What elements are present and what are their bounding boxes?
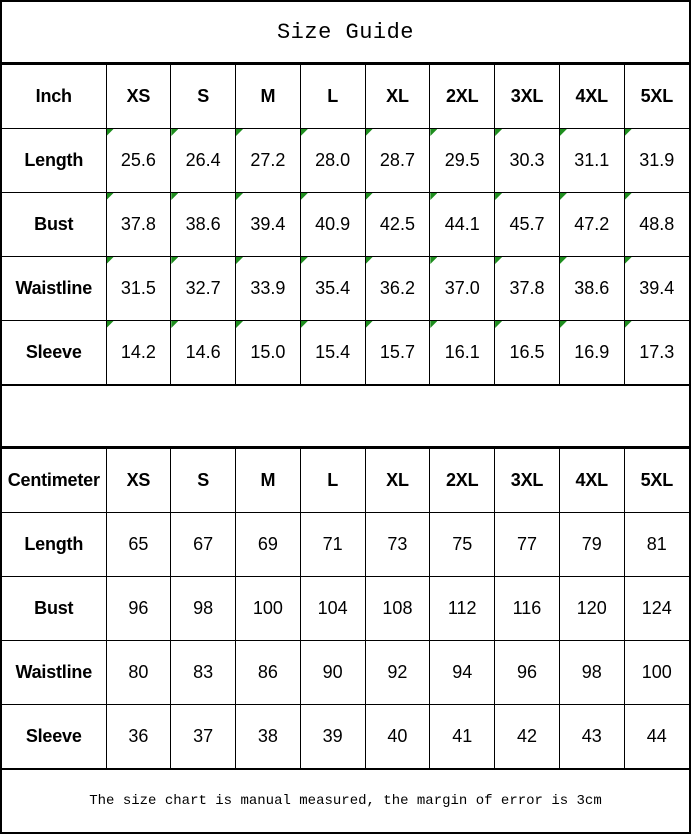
cm_table-cell-waistline-5xl: 100 xyxy=(624,641,689,705)
inch_table-cell-bust-2xl: 44.1 xyxy=(430,193,495,257)
inch_table-row-waistline xyxy=(2,257,689,321)
cm_table-cell-bust-5xl: 124 xyxy=(624,577,689,641)
cm_table-cell-sleeve-3xl: 42 xyxy=(495,705,560,769)
cm_table-cell-waistline-4xl: 98 xyxy=(559,641,624,705)
cm_table-cell-waistline-xs: 80 xyxy=(106,641,171,705)
cm_table-cell-waistline-xl: 92 xyxy=(365,641,430,705)
cm_table-cell-sleeve-m: 38 xyxy=(236,705,301,769)
inch_table-cell-sleeve-xl: 15.7 xyxy=(365,321,430,385)
inch_table-row-label-bust: Bust xyxy=(2,193,106,257)
inch_table-cell-length-l: 28.0 xyxy=(300,129,365,193)
cm_table-cell-bust-xs: 96 xyxy=(106,577,171,641)
inch_table-unit-label: Inch xyxy=(2,65,106,129)
cm_table-column-header-xl: XL xyxy=(365,449,430,513)
cm_table-row-label-length: Length xyxy=(2,513,106,577)
inch_table-cell-waistline-5xl: 39.4 xyxy=(624,257,689,321)
cm_table-cell-waistline-2xl: 94 xyxy=(430,641,495,705)
table-spacer xyxy=(2,384,689,448)
inch_table-cell-length-5xl: 31.9 xyxy=(624,129,689,193)
inch_table-column-header-l: L xyxy=(300,65,365,129)
inch_table-cell-waistline-m: 33.9 xyxy=(236,257,301,321)
cm_table-cell-sleeve-2xl: 41 xyxy=(430,705,495,769)
cm-size-table xyxy=(2,448,689,768)
inch_table-cell-length-s: 26.4 xyxy=(171,129,236,193)
inch_table-row-label-length: Length xyxy=(2,129,106,193)
cm_table-cell-sleeve-l: 39 xyxy=(300,705,365,769)
cm_table-column-header-xs: XS xyxy=(106,449,171,513)
cm_table-row-label-sleeve: Sleeve xyxy=(2,705,106,769)
cm_table-column-header-3xl: 3XL xyxy=(495,449,560,513)
inch_table-cell-waistline-xs: 31.5 xyxy=(106,257,171,321)
inch_table-row-label-waistline: Waistline xyxy=(2,257,106,321)
inch_table-row-bust xyxy=(2,193,689,257)
inch_table-cell-waistline-2xl: 37.0 xyxy=(430,257,495,321)
cm_table-cell-length-xl: 73 xyxy=(365,513,430,577)
inch_table-cell-sleeve-l: 15.4 xyxy=(300,321,365,385)
cm_table-cell-waistline-3xl: 96 xyxy=(495,641,560,705)
inch_table-cell-bust-3xl: 45.7 xyxy=(495,193,560,257)
cm_table-cell-bust-3xl: 116 xyxy=(495,577,560,641)
inch_table-cell-length-xs: 25.6 xyxy=(106,129,171,193)
cm_table-cell-bust-l: 104 xyxy=(300,577,365,641)
inch_table-column-header-2xl: 2XL xyxy=(430,65,495,129)
inch_table-cell-bust-xl: 42.5 xyxy=(365,193,430,257)
cm_table-cell-bust-xl: 108 xyxy=(365,577,430,641)
cm_table-cell-length-2xl: 75 xyxy=(430,513,495,577)
cm_table-cell-length-4xl: 79 xyxy=(559,513,624,577)
cm_table-cell-length-l: 71 xyxy=(300,513,365,577)
inch_table-cell-length-xl: 28.7 xyxy=(365,129,430,193)
inch_table-column-header-xl: XL xyxy=(365,65,430,129)
cm_table-column-header-m: M xyxy=(236,449,301,513)
cm_table-column-header-2xl: 2XL xyxy=(430,449,495,513)
cm_table-row-bust xyxy=(2,577,689,641)
inch_table-cell-bust-l: 40.9 xyxy=(300,193,365,257)
inch_table-cell-length-m: 27.2 xyxy=(236,129,301,193)
inch_table-cell-waistline-3xl: 37.8 xyxy=(495,257,560,321)
inch_table-cell-sleeve-m: 15.0 xyxy=(236,321,301,385)
inch_table-cell-sleeve-xs: 14.2 xyxy=(106,321,171,385)
cm_table-cell-bust-m: 100 xyxy=(236,577,301,641)
footer-block xyxy=(2,768,689,832)
inch_table-cell-bust-m: 39.4 xyxy=(236,193,301,257)
cm_table-cell-sleeve-xl: 40 xyxy=(365,705,430,769)
cm_table-cell-sleeve-xs: 36 xyxy=(106,705,171,769)
page-title: Size Guide xyxy=(276,19,415,45)
inch_table-cell-sleeve-3xl: 16.5 xyxy=(495,321,560,385)
footer-note: The size chart is manual measured, the margin of error is 3cm xyxy=(89,793,602,809)
cm_table-cell-length-xs: 65 xyxy=(106,513,171,577)
cm_table-column-header-4xl: 4XL xyxy=(559,449,624,513)
inch_table-row-length xyxy=(2,129,689,193)
cm_table-row-waistline xyxy=(2,641,689,705)
inch_table-row-sleeve xyxy=(2,321,689,385)
cm_table-row-sleeve xyxy=(2,705,689,769)
cm_table-row-label-waistline: Waistline xyxy=(2,641,106,705)
cm_table-cell-sleeve-5xl: 44 xyxy=(624,705,689,769)
inch_table-row-label-sleeve: Sleeve xyxy=(2,321,106,385)
title-block xyxy=(2,2,689,64)
inch_table-cell-length-2xl: 29.5 xyxy=(430,129,495,193)
cm_table-column-header-s: S xyxy=(171,449,236,513)
inch_table-cell-waistline-xl: 36.2 xyxy=(365,257,430,321)
cm_table-cell-sleeve-s: 37 xyxy=(171,705,236,769)
cm_table-cell-bust-4xl: 120 xyxy=(559,577,624,641)
inch_table-cell-sleeve-2xl: 16.1 xyxy=(430,321,495,385)
cm_table-unit-label: Centimeter xyxy=(2,449,106,513)
cm_table-cell-bust-2xl: 112 xyxy=(430,577,495,641)
cm_table-cell-length-3xl: 77 xyxy=(495,513,560,577)
cm_table-cell-sleeve-4xl: 43 xyxy=(559,705,624,769)
inch_table-header-row xyxy=(2,65,689,129)
inch_table-column-header-s: S xyxy=(171,65,236,129)
cm_table-header-row xyxy=(2,449,689,513)
inch_table-cell-length-4xl: 31.1 xyxy=(559,129,624,193)
inch_table-cell-bust-5xl: 48.8 xyxy=(624,193,689,257)
cm_table-row-length xyxy=(2,513,689,577)
cm_table-cell-length-5xl: 81 xyxy=(624,513,689,577)
inch_table-column-header-4xl: 4XL xyxy=(559,65,624,129)
inch_table-column-header-m: M xyxy=(236,65,301,129)
inch_table-column-header-5xl: 5XL xyxy=(624,65,689,129)
inch_table-cell-waistline-l: 35.4 xyxy=(300,257,365,321)
cm_table-cell-waistline-m: 86 xyxy=(236,641,301,705)
cm_table-cell-waistline-s: 83 xyxy=(171,641,236,705)
cm_table-cell-bust-s: 98 xyxy=(171,577,236,641)
inch_table-cell-sleeve-s: 14.6 xyxy=(171,321,236,385)
cm_table-cell-length-m: 69 xyxy=(236,513,301,577)
inch_table-cell-sleeve-4xl: 16.9 xyxy=(559,321,624,385)
cm_table-column-header-l: L xyxy=(300,449,365,513)
inch_table-column-header-3xl: 3XL xyxy=(495,65,560,129)
inch_table-cell-sleeve-5xl: 17.3 xyxy=(624,321,689,385)
cm_table-column-header-5xl: 5XL xyxy=(624,449,689,513)
inch_table-cell-length-3xl: 30.3 xyxy=(495,129,560,193)
inch_table-cell-bust-4xl: 47.2 xyxy=(559,193,624,257)
inch-size-table xyxy=(2,64,689,384)
cm_table-cell-length-s: 67 xyxy=(171,513,236,577)
inch_table-cell-bust-xs: 37.8 xyxy=(106,193,171,257)
inch_table-column-header-xs: XS xyxy=(106,65,171,129)
inch_table-cell-waistline-s: 32.7 xyxy=(171,257,236,321)
cm_table-cell-waistline-l: 90 xyxy=(300,641,365,705)
cm_table-row-label-bust: Bust xyxy=(2,577,106,641)
inch_table-cell-waistline-4xl: 38.6 xyxy=(559,257,624,321)
inch_table-cell-bust-s: 38.6 xyxy=(171,193,236,257)
